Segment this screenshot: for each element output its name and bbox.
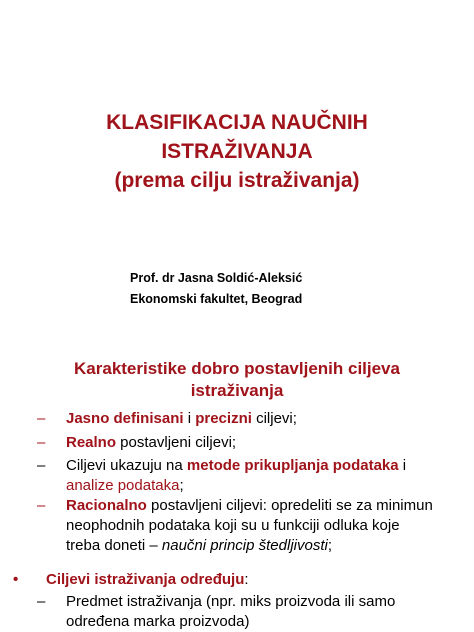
plain-text: ; [179,477,184,494]
list-item-text [66,433,471,453]
plain-text: određena marka proizvoda) [66,613,250,630]
section-heading-line-2: istraživanja [190,381,284,400]
plain-text: ; [327,537,332,554]
plain-text: ciljevi; [251,410,297,427]
plain-text: postavljeni ciljevi; [116,434,237,451]
dash-marker: – [37,434,46,451]
italic-text: naučni princip štedljivosti [161,537,328,554]
title-line-2: ISTRAŽIVANJA [161,140,313,163]
bullet-marker: • [13,571,19,588]
plain-text: neophodnih podataka koji su u funkciji odluka koje [66,517,400,534]
emphasis: Jasno definisani [66,410,184,427]
emphasis: Racionalno [66,497,147,514]
title-line-1: KLASIFIKACIJA NAUČNIH [106,111,368,134]
plain-text: i [398,457,407,474]
plain-text: i [183,410,196,427]
plain-text: treba doneti – [66,537,162,554]
dash-marker: – [37,593,46,610]
emphasis: Ciljevi istraživanja određuju [46,571,245,588]
sub-list-text [66,592,471,632]
list-item-text [66,496,471,556]
emphasis: Realno [66,434,117,451]
list-item-text [66,409,471,429]
author-name: Prof. dr Jasna Soldić-Aleksić [130,271,303,285]
author-block [130,268,302,310]
dash-marker: – [37,410,46,427]
section-heading [0,358,474,402]
title-line-3: (prema cilju istraživanja) [114,169,360,192]
highlight: analize podataka [66,477,180,494]
dash-marker: – [37,497,46,514]
plain-text: postavljeni ciljevi: opredeliti se za minimun [146,497,433,514]
plain-text: Ciljevi ukazuju na [66,457,187,474]
author-affiliation: Ekonomski fakultet, Beograd [130,292,303,306]
plain-text: Predmet istraživanja (npr. miks proizvoda ili samo [66,593,396,610]
plain-text: : [244,571,249,588]
bullet-text [46,570,249,590]
section-heading-line-1: Karakteristike dobro postavljenih ciljeva [74,359,400,378]
list-item-text [66,456,471,496]
emphasis: metode prikupljanja podataka [186,457,399,474]
dash-marker: – [37,457,46,474]
emphasis: precizni [195,410,252,427]
slide-title [0,108,474,195]
